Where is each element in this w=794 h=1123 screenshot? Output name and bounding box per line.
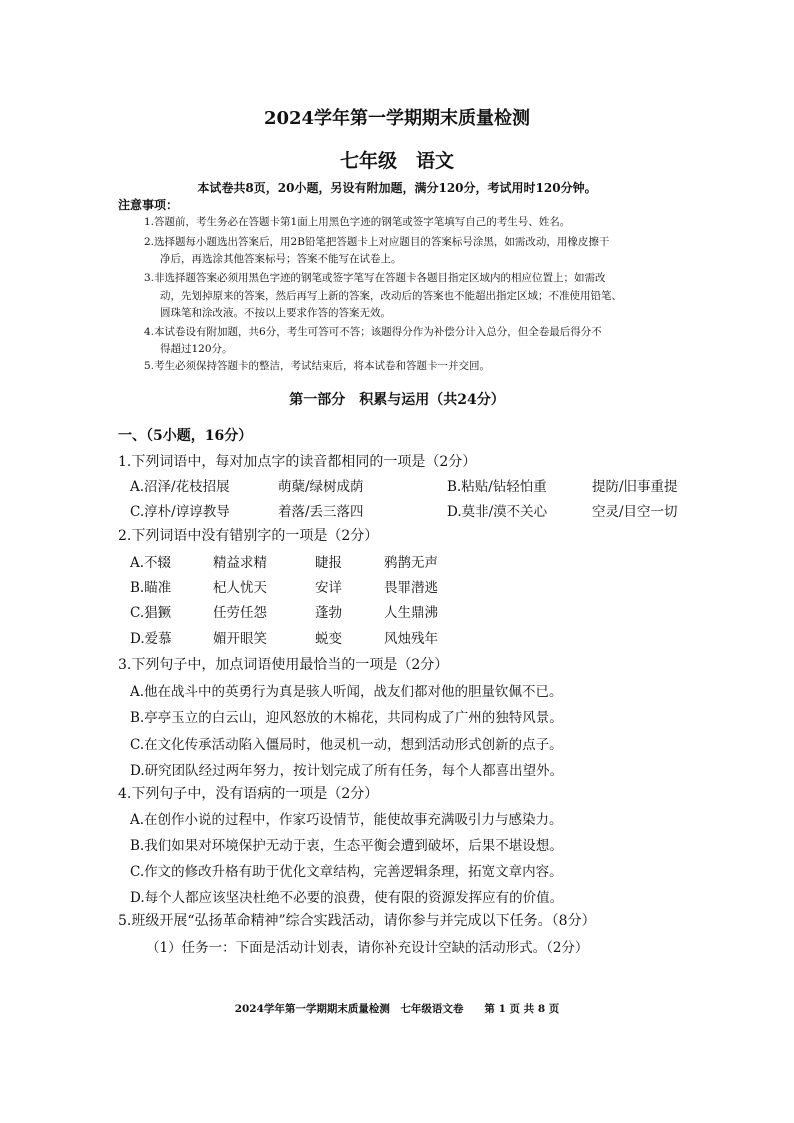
- q2-b-word1: B.瞄准: [130, 580, 172, 596]
- q2-c-word3: 蓬勃: [315, 605, 342, 621]
- q2-c-word1: C.猖獗: [130, 605, 172, 621]
- question-4-stem: 4.下列句子中，没有语病的一项是（2分）: [118, 786, 379, 802]
- q1-option-d2: 空灵/目空一切: [592, 504, 678, 520]
- q1-option-c1: C.淳朴/谆谆教导: [130, 504, 230, 520]
- q1-option-c2: 着落/丢三落四: [278, 504, 364, 520]
- q4-option-b: B.我们如果对环境保护无动于衷，生态平衡会遭到破坏，后果不堪设想。: [130, 838, 563, 854]
- part1-title: 第一部分 积累与运用（共24分）: [289, 392, 505, 408]
- question-1-stem: 1.下列词语中，每对加点字的读音都相同的一项是（2分）: [118, 454, 477, 470]
- notice-item-2: 2.选择题每小题选出答案后，用2B铅笔把答题卡上对应题目的答案标号涂黑，如需改动，用橡皮擦干: [144, 236, 610, 248]
- q2-b-word2: 杞人忧天: [213, 580, 267, 596]
- exam-intro: 本试卷共8页，20小题，另设有附加题，满分120分，考试用时120分钟。: [197, 181, 597, 195]
- notice-heading: 注意事项：: [118, 198, 179, 212]
- q5-task-1: （1）任务一：下面是活动计划表，请你补充设计空缺的活动形式。（2分）: [146, 940, 589, 956]
- question-3-stem: 3.下列句子中，加点词语使用最恰当的一项是（2分）: [118, 657, 449, 673]
- q1-option-a2: 萌蘖/绿树成荫: [278, 479, 364, 495]
- q2-c-word2: 任劳任怨: [213, 605, 267, 621]
- q2-d-word2: 媚开眼笑: [213, 631, 267, 647]
- notice-item-1: 1.答题前，考生务必在答题卡第1面上用黑色字迹的钢笔或签字笔填写自己的考生号、姓名。: [144, 216, 571, 228]
- notice-item-4: 4.本试卷设有附加题，共6分，考生可答可不答；该题得分作为补偿分计入总分，但全卷最后得分不: [144, 326, 602, 338]
- q2-a-word1: A.不辍: [130, 555, 172, 571]
- q3-option-c: C.在文化传承活动陷入僵局时，他灵机一动，想到活动形式创新的点子。: [130, 737, 563, 753]
- notice-item-3-cont1: 动，先划掉原来的答案，然后再写上新的答案，改动后的答案也不能超出指定区域；不准使用铅笔、: [160, 290, 622, 302]
- q3-option-b: B.亭亭玉立的白云山，迎风怒放的木棉花，共同构成了广州的独特风景。: [130, 710, 563, 726]
- question-2-stem: 2.下列词语中没有错别字的一项是（2分）: [118, 528, 379, 544]
- q2-d-word3: 蜕变: [315, 631, 342, 647]
- q2-b-word4: 畏罪潜逃: [384, 580, 438, 596]
- q3-option-d: D.研究团队经过两年努力，按计划完成了所有任务，每个人都喜出望外。: [130, 763, 564, 779]
- exam-subtitle: 七年级 语文: [339, 150, 454, 172]
- notice-item-3: 3.非选择题答案必须用黑色字迹的钢笔或签字笔写在答题卡各题目指定区域内的相应位置上；如需改: [144, 272, 606, 284]
- q4-option-c: C.作文的修改升格有助于优化文章结构，完善逻辑条理，拓宽文章内容。: [130, 864, 563, 880]
- question-5-stem: 5.班级开展“弘扬革命精神”综合实践活动，请你参与并完成以下任务。（8分）: [118, 913, 596, 929]
- notice-item-3-cont2: 圆珠笔和涂改液。不按以上要求作答的答案无效。: [160, 307, 391, 319]
- page-footer: 2024学年第一学期期末质量检测 七年级语文卷 第 1 页 共 8 页: [234, 1003, 560, 1015]
- q2-d-word4: 风烛残年: [384, 631, 438, 647]
- q2-a-word2: 精益求精: [213, 555, 267, 571]
- q2-d-word1: D.爱慕: [130, 631, 172, 647]
- q1-option-d1: D.莫非/漠不关心: [447, 504, 548, 520]
- q2-c-word4: 人生鼎沸: [384, 605, 438, 621]
- q1-option-b1: B.粘贴/钻轻怕重: [447, 479, 547, 495]
- q2-b-word3: 安详: [315, 580, 342, 596]
- q3-option-a: A.他在战斗中的英勇行为真是骇人听闻，战友们都对他的胆量钦佩不已。: [130, 684, 563, 700]
- q2-a-word3: 睫报: [315, 555, 342, 571]
- exam-title: 2024学年第一学期期末质量检测: [263, 108, 531, 129]
- q4-option-d: D.每个人都应该坚决杜绝不必要的浪费，使有限的资源发挥应有的价值。: [130, 890, 564, 906]
- q1-option-a1: A.沼泽/花枝招展: [130, 479, 230, 495]
- q4-option-a: A.在创作小说的过程中，作家巧设情节，能使故事充满吸引力与感染力。: [130, 812, 563, 828]
- notice-item-2-cont: 净后，再选涂其他答案标号；答案不能写在试卷上。: [160, 253, 402, 265]
- q1-option-b2: 提防/旧事重提: [592, 479, 678, 495]
- notice-item-5: 5.考生必须保持答题卡的整洁，考试结束后，将本试卷和答题卡一并交回。: [144, 360, 491, 372]
- q2-a-word4: 鸦鹊无声: [384, 555, 438, 571]
- section-heading: 一、（5小题，16分）: [118, 428, 253, 444]
- notice-item-4-cont: 得超过120分。: [160, 343, 233, 355]
